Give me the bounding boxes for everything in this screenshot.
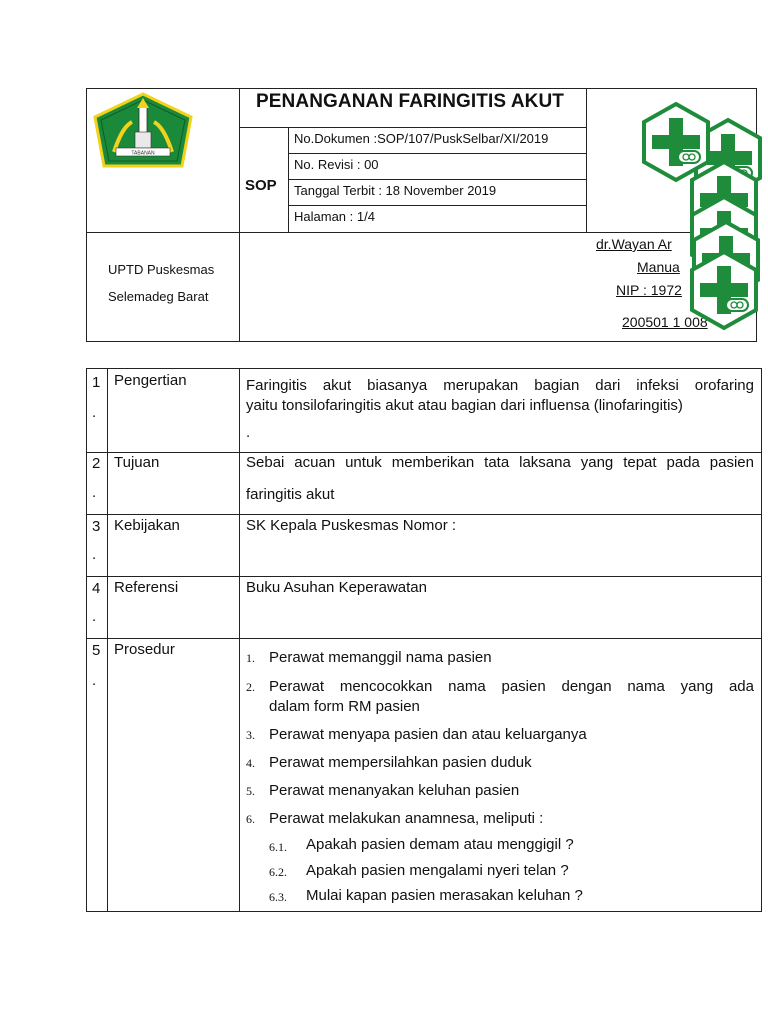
doc-revision: No. Revisi : 00 <box>294 157 379 172</box>
doc-issue-date: Tanggal Terbit : 18 November 2019 <box>294 183 497 198</box>
row-label-pengertian: Pengertian <box>114 372 187 389</box>
row-label-referensi: Referensi <box>114 579 179 596</box>
signer-nip-continued: 200501 1 008 <box>622 314 708 330</box>
sop-label: SOP <box>245 177 277 194</box>
signer-nip: NIP : 1972 <box>616 282 682 298</box>
signer-title: Manua <box>637 259 680 275</box>
row-label-kebijakan: Kebijakan <box>114 517 180 534</box>
row-text: . <box>246 424 251 441</box>
procedure-step: Perawat menyapa pasien dan atau keluarganya <box>269 726 587 743</box>
sub-procedure-number: 6.1. <box>269 840 287 854</box>
org-name-line2: Selemadeg Barat <box>108 289 209 304</box>
sub-procedure-step: Apakah pasien mengalami nyeri telan ? <box>306 862 569 879</box>
row-label-prosedur: Prosedur <box>114 641 175 658</box>
row-number-dot: . <box>92 546 97 563</box>
sub-procedure-number: 6.3. <box>269 890 287 904</box>
puskesmas-logo-icon-front <box>692 252 756 328</box>
procedure-number: 4. <box>246 756 255 770</box>
row-number-dot: . <box>92 484 97 501</box>
row-text: faringitis akut <box>246 486 335 503</box>
row-number-dot: . <box>92 672 97 689</box>
procedure-step: Perawat menanyakan keluhan pasien <box>269 782 520 799</box>
puskesmas-logo-icon <box>644 104 708 180</box>
row-text: yaitu tonsilofaringitis akut atau bagian dari influensa (linofaringitis) <box>246 397 683 414</box>
sub-procedure-step: Apakah pasien demam atau menggigil ? <box>306 836 574 853</box>
procedure-number: 6. <box>246 812 255 826</box>
org-name-line1: UPTD Puskesmas <box>108 262 215 277</box>
sub-procedure-step: Mulai kapan pasien merasakan keluhan ? <box>306 887 583 904</box>
procedure-number: 5. <box>246 784 255 798</box>
signer-name: dr.Wayan Ar <box>596 236 672 252</box>
row-number-dot: . <box>92 608 97 625</box>
row-number: 3 <box>92 518 101 535</box>
logo-banner-text: TABANAN <box>131 150 155 157</box>
row-number: 1 <box>92 374 101 391</box>
procedure-step-continued: dalam form RM pasien <box>269 698 420 715</box>
procedure-step: Perawat mencocokkan nama pasien dengan nama yang ada <box>269 678 754 695</box>
regency-logo-emblem <box>92 92 194 170</box>
procedure-number: 1. <box>246 651 255 665</box>
row-number: 4 <box>92 580 101 597</box>
procedure-step: Perawat mempersilahkan pasien duduk <box>269 754 532 771</box>
page-title: PENANGANAN FARINGITIS AKUT <box>256 91 565 112</box>
procedure-step: Perawat memanggil nama pasien <box>269 649 492 666</box>
row-text: Buku Asuhan Keperawatan <box>246 579 427 596</box>
doc-page: Halaman : 1/4 <box>294 209 375 224</box>
row-number: 2 <box>92 455 101 472</box>
row-text: SK Kepala Puskesmas Nomor : <box>246 517 457 534</box>
row-text: Sebai acuan untuk memberikan tata laksana yang tepat pada pasien <box>246 454 754 471</box>
procedure-step: Perawat melakukan anamnesa, meliputi : <box>269 810 544 827</box>
row-label-tujuan: Tujuan <box>114 454 160 471</box>
procedure-number: 2. <box>246 680 255 694</box>
row-number-dot: . <box>92 404 97 421</box>
row-number: 5 <box>92 642 101 659</box>
procedure-number: 3. <box>246 728 255 742</box>
puskesmas-logo-stack <box>636 100 768 332</box>
doc-number: No.Dokumen :SOP/107/PuskSelbar/XI/2019 <box>294 131 549 146</box>
sub-procedure-number: 6.2. <box>269 865 287 879</box>
row-text: Faringitis akut biasanya merupakan bagian dari infeksi orofaring <box>246 377 754 394</box>
